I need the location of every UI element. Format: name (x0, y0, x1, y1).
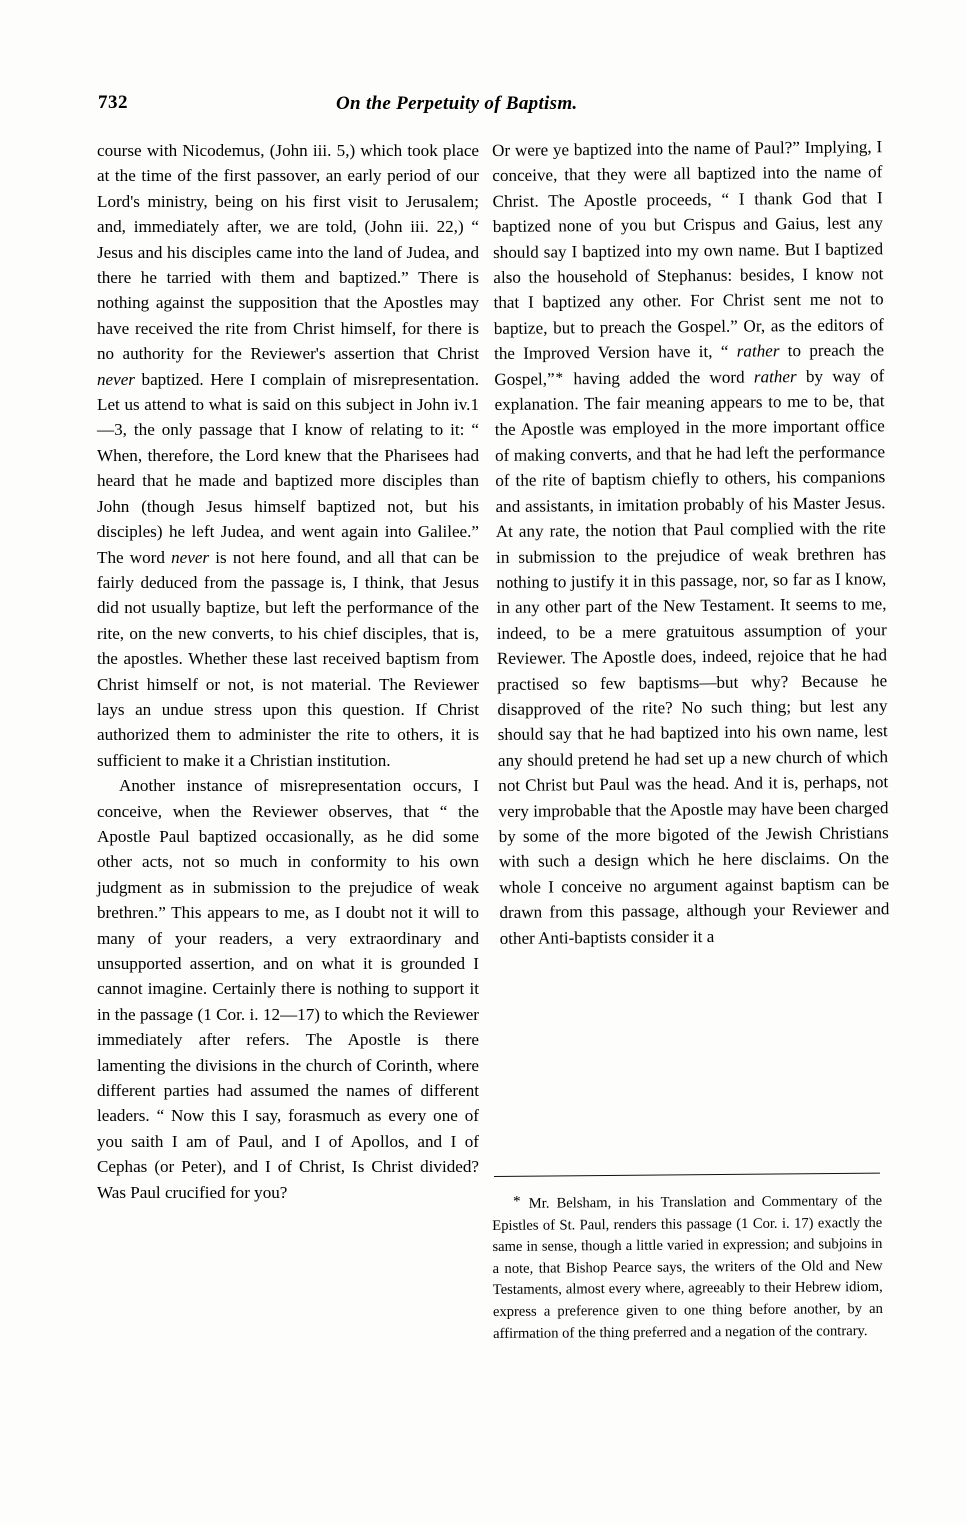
column-left-body (97, 138, 479, 1205)
footnote-rule (494, 1173, 880, 1177)
column-right-body (492, 134, 890, 951)
running-head (98, 92, 880, 118)
footnote (492, 1189, 883, 1345)
paragraph: course with Nicodemus, (John iii. 5,) which took place at the time of the first passover, an early period of our Lord's ministry, being on his first visit to Jerusalem; and, immediately after, we are told, (John iii. 22,) “ Jesus and his disciples came into the land of Judea, and there he tarried with them and baptized.” There is nothing against the supposition that the Apostles may have received the rite from Christ himself, for there is no authority for the Reviewer's assertion that Christ never baptized. Here I complain of misrepresentation. Let us attend to what is said on this subject in John iv.1—3, the only passage that I know of relating to it: “ When, therefore, the Lord knew that the Pharisees had heard that he made and baptized more disciples than John (though Jesus himself baptized not, but his disciples) he left Judea, and went again into Galilee.” The word never is not here found, and all that can be fairly deduced from the passage is, I think, that Jesus did not usually baptize, but left the performance of the rite, on the new converts, to his chief disciples, that is, the apostles. Whether these last received baptism from Christ himself or not, is not material. The Reviewer lays an undue stress upon this question. If Christ authorized them to administer the rite to others, it is sufficient to make it a Christian institution. (97, 141, 479, 770)
page-number: 732 (98, 92, 128, 113)
footnote-text: * Mr. Belsham, in his Translation and Commentary of the Epistles of St. Paul, renders this passage (1 Cor. i. 17) exactly the same in sense, though a little varied in expression; and subjoins in a note, that Bishop Pearce says, the writers of the Old and New Testaments, almost every where, agreeably to their Hebrew idiom, express a preference given to one thing before another, by an affirmation of the thing preferred and a negation of the contrary. (492, 1192, 883, 1342)
paragraph: Or were ye baptized into the name of Paul?” Implying, I conceive, that they were all baptized into the name of Christ. The Apostle proceeds, “ I thank God that I baptized none of you but Crispus and Gaius, lest any should say I baptized into my own name. But I baptized also the household of Stephanus: besides, I know not that I baptized any other. For Christ sent me not to baptize, but to preach the Gospel.” Or, as the editors of the Improved Version have it, “ rather to preach the Gospel,”* having added the word rather by way of explanation. The fair meaning appears to me to be, that the Apostle was employed in the more important office of making converts, and that he had left the performance of the rite of baptism chiefly to others, his companions and assistants, in imitation probably of his Master Jesus. At any rate, the notion that Paul complied with the rite in submission to the prejudice of weak brethren has nothing to justify it in this passage, nor, so far as I know, in any other part of the New Testament. It seems to me, indeed, to be a mere gratuitous assumption of your Reviewer. The Apostle does, indeed, rejoice that he had practised so few baptisms—but why? Because he disapproved of the rite? No such thing; but lest any should say that he had baptized into his own name, lest any should pretend he had set up a new church of which not Christ but Paul was the head. And it is, perhaps, not very improbable that the Apostle may have been charged by some of the more bigoted of the Jewish Christians with such a design which he here disclaims. On the whole I conceive no argument against baptism can be drawn from this passage, although your Reviewer and other Anti-baptists consider it a (492, 137, 890, 948)
column-left (97, 138, 479, 1205)
footnote-marker: * (555, 369, 564, 387)
column-right (492, 137, 890, 951)
running-title: On the Perpetuity of Baptism. (336, 93, 578, 114)
footnote-marker: * (513, 1193, 528, 1210)
paragraph: Another instance of misrepresentation occurs, I conceive, when the Reviewer observes, that “ the Apostle Paul baptized occasionally, as he did some other acts, not so much in conformity to his own judgment as in submission to the prejudice of weak brethren.” This appears to me, as I doubt not it will to many of your readers, a very extraordinary and unsupported assertion, and on what it is grounded I cannot imagine. Certainly there is nothing to support it in the passage (1 Cor. i. 12—17) to which the Reviewer immediately after refers. The Apostle is there lamenting the divisions in the church of Corinth, where different parties had assumed the names of different leaders. “ Now this I say, forasmuch as every one of you saith I am of Paul, and I of Apollos, and I of Cephas (or Peter), and I of Christ, Is Christ divided? Was Paul crucified for you? (97, 776, 479, 1202)
